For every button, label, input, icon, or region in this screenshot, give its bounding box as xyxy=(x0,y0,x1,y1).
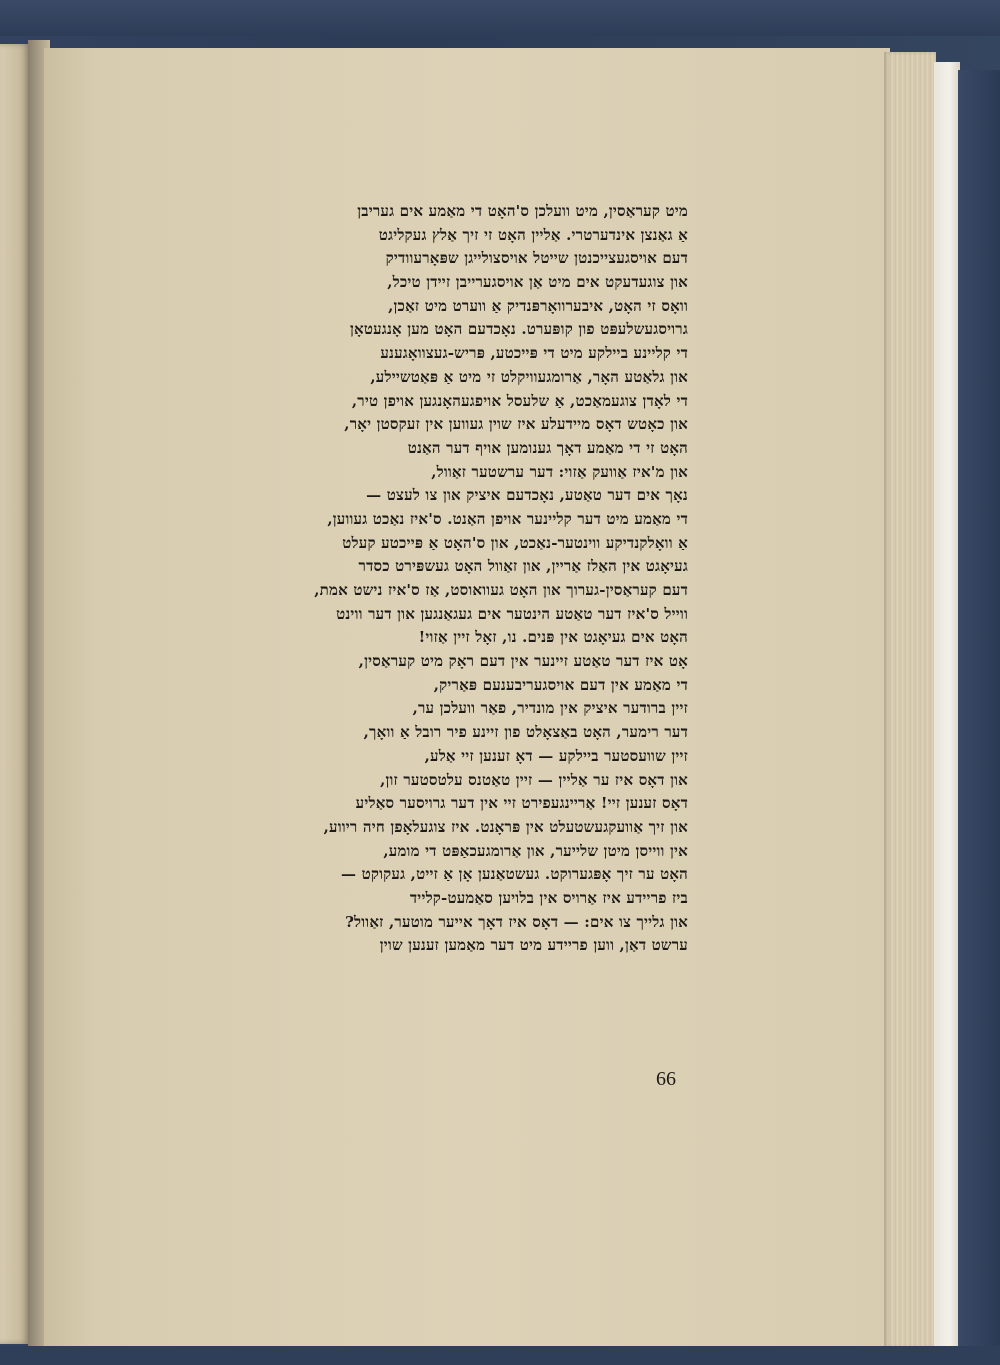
text-line: און זיך אַוועקגעשטעלט אין פּראָנט. איז צוגעלאָפן חיה ריווע, xyxy=(323,817,688,836)
page-stack-edges xyxy=(884,52,936,1348)
text-line: געיאָגט אין האַלז אַריין, און זאַוול האָט געשפּירט כסדר xyxy=(358,557,688,576)
text-line: מיט קעראַסין, מיט וועלכן ס'האָט די מאַמע אים געריבן xyxy=(357,202,688,220)
text-line: האָט ער זיך אָפּגערוקט. געשטאַנען אָן אַ זייט, געקוקט — xyxy=(341,865,688,884)
text-line: אַ גאַנצן אינדערטרי. אַליין האָט זי זיך אַלץ געקליגט xyxy=(378,225,688,244)
text-line: די קליינע ביילקע מיט די פּייכטע, פּריש-געצוואָגענע xyxy=(380,344,688,363)
text-line: האָט אים געיאָגט אין פּנים. נו, זאָל זיין אַזוי! xyxy=(418,628,688,647)
text-line: גרויסגעשלעפּט פון קופּערט. נאָכדעם האָט מען אָנגעטאָן xyxy=(349,320,688,339)
text-line: און כאָטש דאָס מיידעלע איז שוין געווען אין זעקסטן יאָר, xyxy=(344,415,688,434)
previous-page-edge xyxy=(0,44,30,1344)
cover-top-edge xyxy=(0,0,1000,36)
text-line: ווייל ס'איז דער טאַטע הינטער אים געגאַנגען און דער ווינט xyxy=(336,604,688,623)
text-line: און גלאַטע האָר, אַרומגעוויקלט זי מיט אַ פּאַטשיילע, xyxy=(370,367,688,386)
body-text xyxy=(208,200,688,958)
text-line: די מאַמע אין דעם אויסגעריבענעם פּאַריק, xyxy=(433,675,688,694)
text-line: אַ וואָלקנדיקע ווינטער-נאַכט, און ס'האָט אַ פּייכטע קעלט xyxy=(342,533,688,552)
text-line: ערשט דאַן, ווען פריידע מיט דער מאַמען זענען שוין xyxy=(379,936,688,955)
text-line: דאָס זענען זיי! אַריינגעפירט זיי אין דער גרויסער סאַליע xyxy=(355,794,688,813)
back-cover-edge xyxy=(958,70,1000,1350)
text-line: די לאָדן צוגעמאַכט, אַ שלעסל אויפגעהאָנגען אויפן טיר, xyxy=(351,391,688,410)
endpaper-edge xyxy=(934,62,960,1348)
text-line: די מאַמע מיט דער קליינער אויפן האַנט. ס'איז נאַכט געווען, xyxy=(327,509,688,528)
text-line: און גלייך צו אים: — דאָס איז דאָך אייער מוטער, זאַוול? xyxy=(345,912,688,931)
text-line: נאָך אים דער טאַטע, נאָכדעם איציק און צו לעצט — xyxy=(366,486,688,505)
page-number: 66 xyxy=(656,1068,676,1090)
text-line: דער רימער, האָט באַצאָלט פון זיינע פיר רובל אַ וואָך, xyxy=(363,723,688,742)
text-line: האָט זי די מאַמע דאָך גענומען אויף דער האַנט xyxy=(407,438,688,457)
text-line: וואָס זי האָט, איבערוואָרפּנדיק אַ ווערט מיט זאַכן, xyxy=(388,296,688,315)
text-line: דעם קעראַסין-גערוך און האָט געוואוסט, אַז ס'איז נישט אמת, xyxy=(314,581,688,599)
text-line: דעם אויסגעצייכנטן שייטל אויסצולייגן שפּאָרעוודיק xyxy=(385,249,688,268)
text-line: ביז פריידע איז אַרויס אין בלויען סאַמעט-קלייד xyxy=(409,888,688,907)
text-line: און צוגעדעקט אים מיט אַן אויסגערייבן זיידן טיכל, xyxy=(387,273,688,292)
text-line: און מ'איז אַוועק אַזוי: דער ערשטער זאַוול, xyxy=(431,462,688,481)
text-line: זיין ברודער איציק אין מונדיר, פאַר וועלכן ער, xyxy=(412,699,688,718)
text-line: אָט איז דער טאַטע זיינער אין דעם ראָק מיט קעראַסין, xyxy=(358,652,688,671)
cover-bottom-edge xyxy=(0,1346,1000,1365)
text-line: אין ווייסן מיטן שלייער, און אַרומגעכאַפּט די מומע, xyxy=(383,841,688,860)
text-line: זיין שוועסטער ביילקע — דאָ זענען זיי אַלע, xyxy=(424,746,688,765)
text-line: און דאָס איז ער אַליין — זיין טאַטנס עלטסטער זון, xyxy=(380,770,688,789)
